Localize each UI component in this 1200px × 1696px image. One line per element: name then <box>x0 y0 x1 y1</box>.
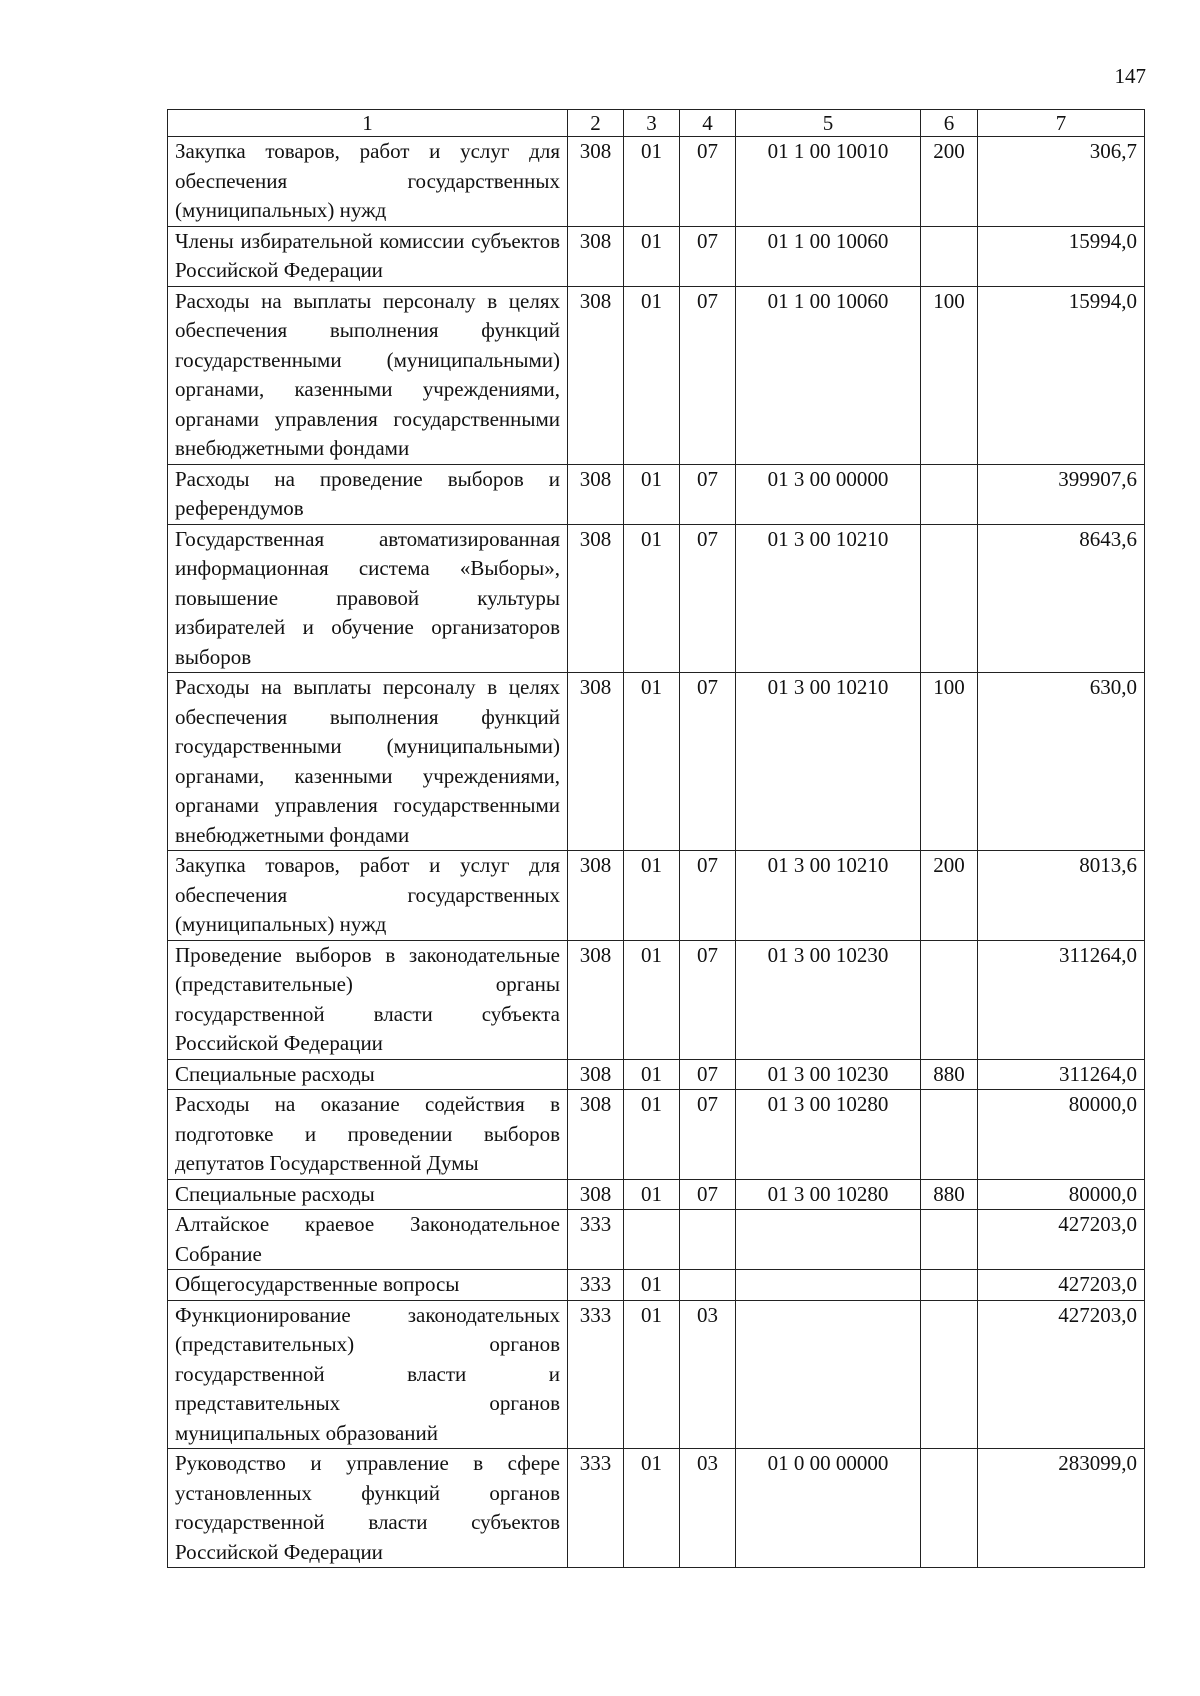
row-amount: 311264,0 <box>978 1059 1145 1090</box>
row-expense-type-code <box>921 1300 978 1449</box>
row-expense-type-code: 200 <box>921 851 978 941</box>
row-target-article-code <box>736 1270 921 1301</box>
table-row <box>168 673 1145 851</box>
row-chapter-code: 308 <box>568 137 624 227</box>
row-target-article-code: 01 1 00 10060 <box>736 286 921 464</box>
table-row <box>168 524 1145 673</box>
row-section-code: 01 <box>624 137 680 227</box>
row-chapter-code: 308 <box>568 226 624 286</box>
page-number: 147 <box>1114 64 1146 88</box>
row-section-code: 01 <box>624 286 680 464</box>
table-row <box>168 1090 1145 1180</box>
row-name-cell: Члены избирательной комиссии субъектов Российской Федерации <box>168 226 568 286</box>
row-target-article-code <box>736 1210 921 1270</box>
row-chapter-code: 308 <box>568 851 624 941</box>
row-expense-type-code: 880 <box>921 1179 978 1210</box>
row-expense-type-code: 880 <box>921 1059 978 1090</box>
header-cell-5: 5 <box>736 110 921 137</box>
row-name-cell: Функционирование законодательных (представительных) органов государственной власти и представительных органов муниципальных образований <box>168 1300 568 1449</box>
row-subsection-code: 07 <box>680 137 736 227</box>
row-chapter-code: 308 <box>568 1090 624 1180</box>
row-name-cell: Алтайское краевое Законодательное Собрание <box>168 1210 568 1270</box>
row-target-article-code <box>736 1300 921 1449</box>
row-amount: 80000,0 <box>978 1179 1145 1210</box>
table-row <box>168 226 1145 286</box>
row-subsection-code: 07 <box>680 1179 736 1210</box>
row-target-article-code: 01 0 00 00000 <box>736 1449 921 1568</box>
row-subsection-code: 07 <box>680 1059 736 1090</box>
row-target-article-code: 01 3 00 10210 <box>736 673 921 851</box>
header-cell-7: 7 <box>978 110 1145 137</box>
row-target-article-code: 01 3 00 10230 <box>736 940 921 1059</box>
row-subsection-code: 07 <box>680 286 736 464</box>
row-subsection-code: 03 <box>680 1449 736 1568</box>
row-name-cell: Расходы на оказание содействия в подготовке и проведении выборов депутатов Государственной Думы <box>168 1090 568 1180</box>
row-expense-type-code <box>921 226 978 286</box>
table-row <box>168 1179 1145 1210</box>
row-name-cell: Закупка товаров, работ и услуг для обеспечения государственных (муниципальных) нужд <box>168 851 568 941</box>
row-chapter-code: 333 <box>568 1300 624 1449</box>
header-cell-2: 2 <box>568 110 624 137</box>
row-name-cell: Общегосударственные вопросы <box>168 1270 568 1301</box>
row-chapter-code: 333 <box>568 1270 624 1301</box>
row-amount: 311264,0 <box>978 940 1145 1059</box>
row-name-cell: Расходы на проведение выборов и референдумов <box>168 464 568 524</box>
row-section-code: 01 <box>624 673 680 851</box>
row-subsection-code: 07 <box>680 673 736 851</box>
row-expense-type-code <box>921 524 978 673</box>
row-amount: 427203,0 <box>978 1300 1145 1449</box>
table-row <box>168 1210 1145 1270</box>
row-amount: 8013,6 <box>978 851 1145 941</box>
row-amount: 80000,0 <box>978 1090 1145 1180</box>
row-expense-type-code: 100 <box>921 286 978 464</box>
row-section-code: 01 <box>624 1090 680 1180</box>
table-row <box>168 1449 1145 1568</box>
row-name-cell: Расходы на выплаты персоналу в целях обеспечения выполнения функций государственными (муниципальными) органами, казенными учреждениями, органами управления государственными внебюджетными фондами <box>168 286 568 464</box>
table-row <box>168 1059 1145 1090</box>
row-chapter-code: 333 <box>568 1449 624 1568</box>
row-target-article-code: 01 3 00 10230 <box>736 1059 921 1090</box>
budget-table <box>167 109 1145 1568</box>
row-section-code: 01 <box>624 464 680 524</box>
header-cell-6: 6 <box>921 110 978 137</box>
row-target-article-code: 01 3 00 10280 <box>736 1090 921 1180</box>
row-amount: 283099,0 <box>978 1449 1145 1568</box>
table-row <box>168 137 1145 227</box>
table-row <box>168 1270 1145 1301</box>
row-target-article-code: 01 3 00 10210 <box>736 524 921 673</box>
row-expense-type-code <box>921 1449 978 1568</box>
row-amount: 427203,0 <box>978 1210 1145 1270</box>
row-target-article-code: 01 3 00 00000 <box>736 464 921 524</box>
row-chapter-code: 308 <box>568 1059 624 1090</box>
row-expense-type-code <box>921 1210 978 1270</box>
row-section-code: 01 <box>624 1059 680 1090</box>
row-amount: 427203,0 <box>978 1270 1145 1301</box>
row-chapter-code: 308 <box>568 464 624 524</box>
row-expense-type-code <box>921 464 978 524</box>
header-cell-4: 4 <box>680 110 736 137</box>
table-row <box>168 1300 1145 1449</box>
row-section-code: 01 <box>624 524 680 673</box>
table-row <box>168 286 1145 464</box>
row-subsection-code: 07 <box>680 851 736 941</box>
row-amount: 306,7 <box>978 137 1145 227</box>
row-subsection-code <box>680 1270 736 1301</box>
row-section-code: 01 <box>624 940 680 1059</box>
row-name-cell: Закупка товаров, работ и услуг для обеспечения государственных (муниципальных) нужд <box>168 137 568 227</box>
row-amount: 630,0 <box>978 673 1145 851</box>
row-name-cell: Расходы на выплаты персоналу в целях обеспечения выполнения функций государственными (муниципальными) органами, казенными учреждениями, органами управления государственными внебюджетными фондами <box>168 673 568 851</box>
row-section-code: 01 <box>624 226 680 286</box>
row-amount: 15994,0 <box>978 286 1145 464</box>
row-name-cell: Специальные расходы <box>168 1179 568 1210</box>
row-target-article-code: 01 1 00 10010 <box>736 137 921 227</box>
row-section-code: 01 <box>624 1179 680 1210</box>
row-amount: 15994,0 <box>978 226 1145 286</box>
row-expense-type-code <box>921 1090 978 1180</box>
row-expense-type-code: 200 <box>921 137 978 227</box>
row-target-article-code: 01 3 00 10280 <box>736 1179 921 1210</box>
row-chapter-code: 333 <box>568 1210 624 1270</box>
row-section-code <box>624 1210 680 1270</box>
row-subsection-code: 07 <box>680 1090 736 1180</box>
table-row <box>168 851 1145 941</box>
row-subsection-code: 07 <box>680 464 736 524</box>
row-subsection-code: 07 <box>680 524 736 673</box>
row-name-cell: Руководство и управление в сфере установленных функций органов государственной власти субъектов Российской Федерации <box>168 1449 568 1568</box>
row-target-article-code: 01 1 00 10060 <box>736 226 921 286</box>
row-amount: 8643,6 <box>978 524 1145 673</box>
header-cell-3: 3 <box>624 110 680 137</box>
row-chapter-code: 308 <box>568 673 624 851</box>
row-amount: 399907,6 <box>978 464 1145 524</box>
row-name-cell: Проведение выборов в законодательные (представительные) органы государственной власти субъекта Российской Федерации <box>168 940 568 1059</box>
row-section-code: 01 <box>624 1449 680 1568</box>
row-name-cell: Специальные расходы <box>168 1059 568 1090</box>
row-expense-type-code: 100 <box>921 673 978 851</box>
table-row <box>168 464 1145 524</box>
header-cell-1: 1 <box>168 110 568 137</box>
row-subsection-code <box>680 1210 736 1270</box>
row-name-cell: Государственная автоматизированная информационная система «Выборы», повышение правовой культуры избирателей и обучение организаторов выборов <box>168 524 568 673</box>
row-chapter-code: 308 <box>568 940 624 1059</box>
row-chapter-code: 308 <box>568 524 624 673</box>
table-header-row <box>168 110 1145 137</box>
row-subsection-code: 07 <box>680 940 736 1059</box>
row-expense-type-code <box>921 1270 978 1301</box>
row-chapter-code: 308 <box>568 1179 624 1210</box>
row-section-code: 01 <box>624 1270 680 1301</box>
row-subsection-code: 07 <box>680 226 736 286</box>
table-row <box>168 940 1145 1059</box>
row-target-article-code: 01 3 00 10210 <box>736 851 921 941</box>
row-chapter-code: 308 <box>568 286 624 464</box>
row-section-code: 01 <box>624 1300 680 1449</box>
row-expense-type-code <box>921 940 978 1059</box>
row-subsection-code: 03 <box>680 1300 736 1449</box>
row-section-code: 01 <box>624 851 680 941</box>
